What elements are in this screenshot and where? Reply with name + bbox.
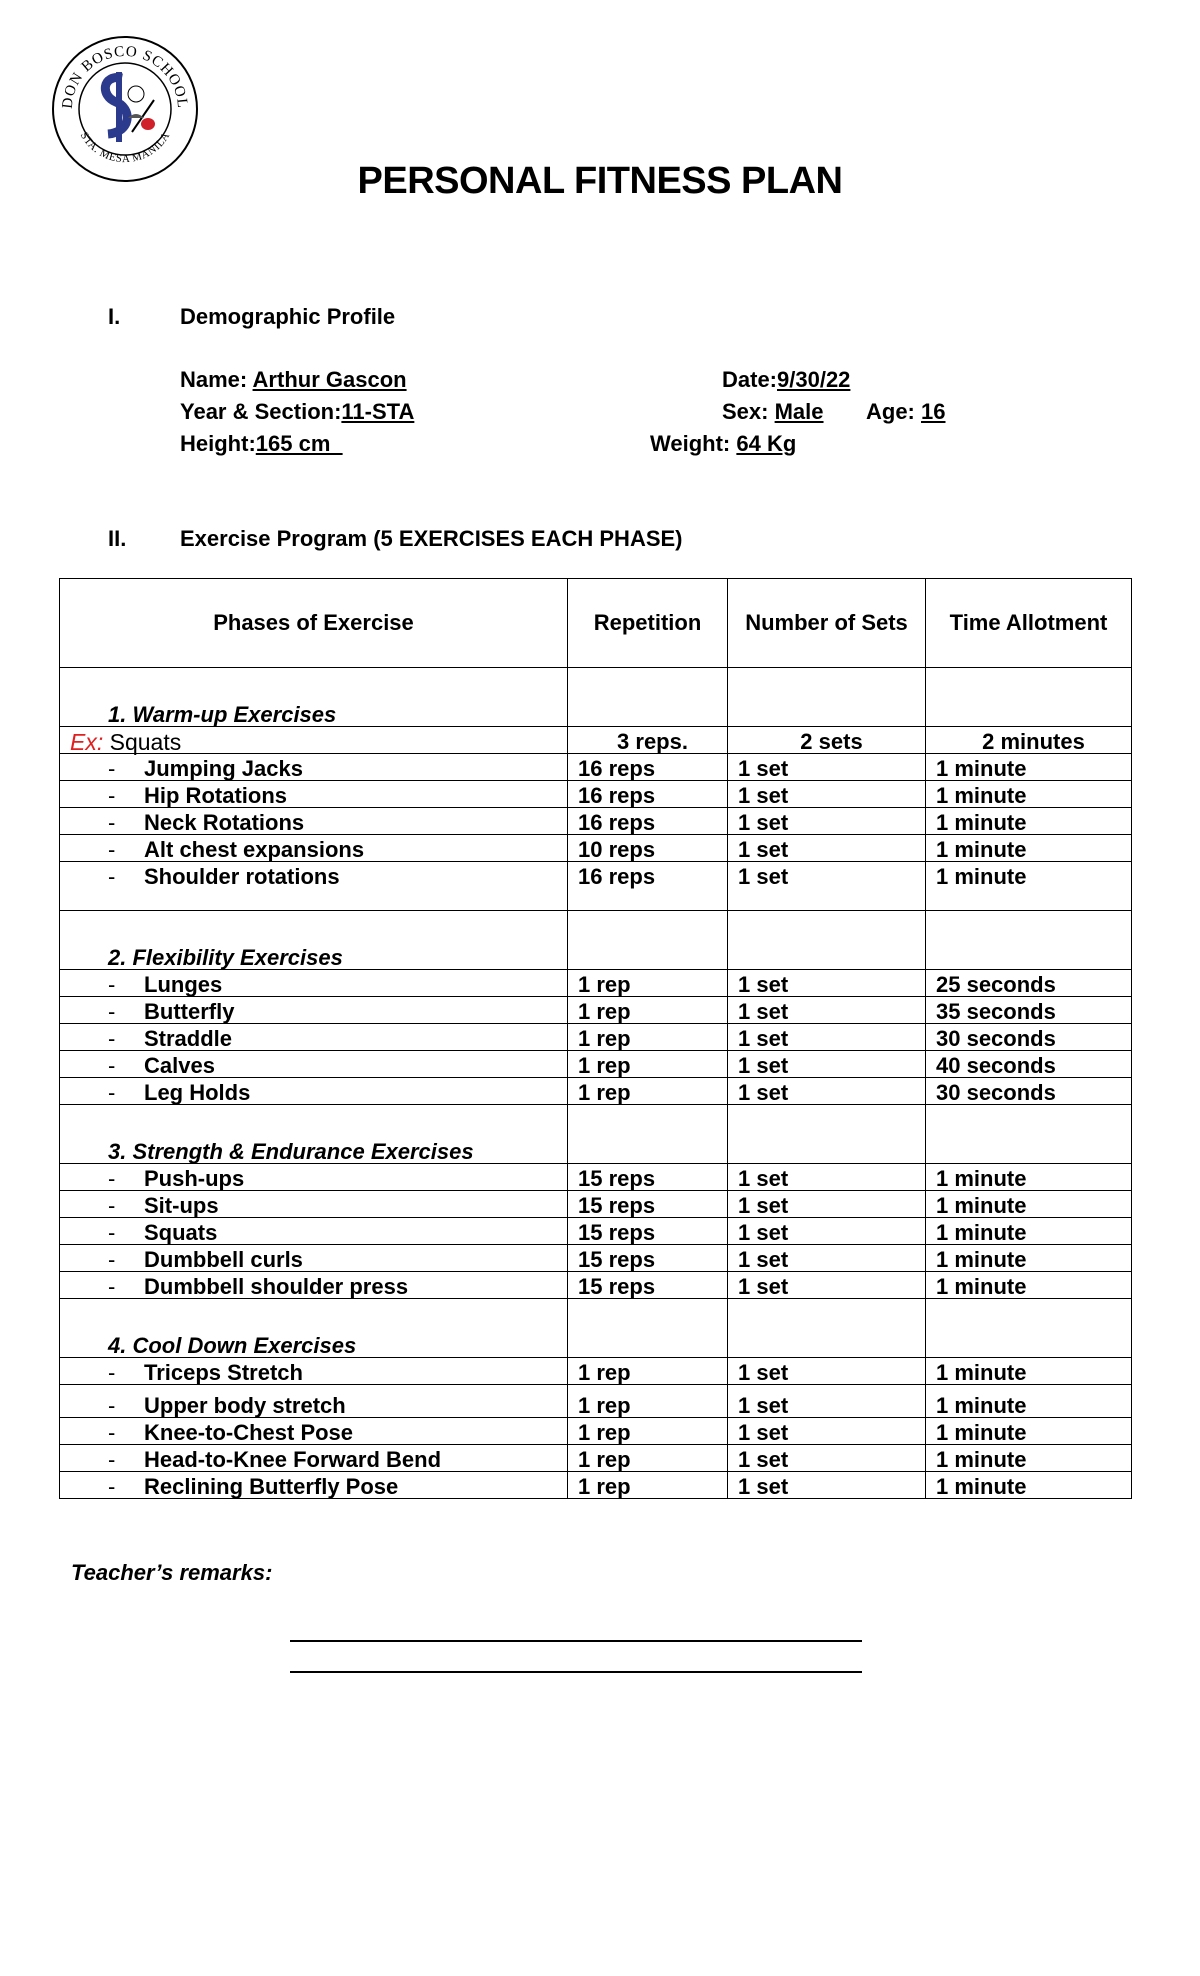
exercise-name: Head-to-Knee Forward Bend: [144, 1447, 442, 1472]
remarks-line-1[interactable]: [290, 1640, 862, 1642]
exercise-name: Jumping Jacks: [144, 756, 303, 781]
exercise-sets: 1 set: [728, 808, 926, 835]
section2-numeral: II.: [108, 526, 127, 551]
year-section-value: 11-STA: [341, 399, 415, 424]
table-row: - Butterfly 1 rep 1 set 35 seconds: [60, 997, 1132, 1024]
exercise-sets: 1 set: [728, 1418, 926, 1445]
exercise-name: Alt chest expansions: [144, 837, 365, 862]
age-value: 16: [921, 399, 946, 424]
date-value: 9/30/22: [777, 367, 851, 392]
exercise-reps: 15 reps: [568, 1272, 728, 1299]
exercise-time: 1 minute: [926, 835, 1132, 862]
exercise-sets: 1 set: [728, 1078, 926, 1105]
exercise-reps: 1 rep: [568, 1358, 728, 1385]
exercise-sets: 1 set: [728, 1445, 926, 1472]
exercise-name: Straddle: [144, 1026, 233, 1051]
exercise-sets: 1 set: [728, 862, 926, 911]
exercise-reps: 1 rep: [568, 1024, 728, 1051]
example-name: Squats: [109, 729, 182, 755]
table-row: - Squats 15 reps 1 set 1 minute: [60, 1218, 1132, 1245]
exercise-reps: 1 rep: [568, 1472, 728, 1499]
section1-numeral: I.: [108, 304, 121, 329]
sex-value: Male: [774, 399, 824, 424]
exercise-sets: 1 set: [728, 1245, 926, 1272]
table-row: - Leg Holds 1 rep 1 set 30 seconds: [60, 1078, 1132, 1105]
exercise-reps: 15 reps: [568, 1218, 728, 1245]
exercise-time: 1 minute: [926, 1385, 1132, 1418]
table-row: - Shoulder rotations 16 reps 1 set 1 minute: [60, 862, 1132, 911]
exercise-sets: 1 set: [728, 1472, 926, 1499]
phase-title: 2. Flexibility Exercises: [60, 911, 568, 970]
table-row: - Calves 1 rep 1 set 40 seconds: [60, 1051, 1132, 1078]
table-row: - Triceps Stretch 1 rep 1 set 1 minute: [60, 1358, 1132, 1385]
table-row: - Jumping Jacks 16 reps 1 set 1 minute: [60, 754, 1132, 781]
table-row: - Upper body stretch 1 rep 1 set 1 minute: [60, 1385, 1132, 1418]
phase-title: 1. Warm-up Exercises: [60, 668, 568, 727]
example-row: [60, 727, 1132, 754]
table-row: - Neck Rotations 16 reps 1 set 1 minute: [60, 808, 1132, 835]
height-field: Height:165 cm: [180, 431, 343, 456]
exercise-sets: 1 set: [728, 1218, 926, 1245]
teachers-remarks-label: Teacher’s remarks:: [71, 1560, 273, 1585]
exercise-reps: 16 reps: [568, 754, 728, 781]
svg-text:DON BOSCO SCHOOL: DON BOSCO SCHOOL: [59, 43, 191, 110]
example-cell: [60, 727, 568, 754]
exercise-time: 1 minute: [926, 1272, 1132, 1299]
table-row: - Dumbbell curls 15 reps 1 set 1 minute: [60, 1245, 1132, 1272]
phase-title: 3. Strength & Endurance Exercises: [60, 1105, 568, 1164]
exercise-name: Reclining Butterfly Pose: [144, 1474, 399, 1499]
exercise-sets: 1 set: [728, 1358, 926, 1385]
header-repetition: Repetition: [568, 579, 728, 668]
exercise-name: Squats: [144, 1220, 218, 1245]
table-row: - Alt chest expansions 10 reps 1 set 1 minute: [60, 835, 1132, 862]
height-value: 165 cm: [255, 431, 343, 456]
exercise-name: Triceps Stretch: [144, 1360, 303, 1385]
exercise-name: Hip Rotations: [144, 783, 287, 808]
table-row: - Knee-to-Chest Pose 1 rep 1 set 1 minute: [60, 1418, 1132, 1445]
table-row: - Hip Rotations 16 reps 1 set 1 minute: [60, 781, 1132, 808]
exercise-reps: 1 rep: [568, 1418, 728, 1445]
exercise-name: Sit-ups: [144, 1193, 219, 1218]
exercise-reps: 1 rep: [568, 970, 728, 997]
exercise-sets: 1 set: [728, 754, 926, 781]
exercise-time: 1 minute: [926, 781, 1132, 808]
remarks-line-2[interactable]: [290, 1671, 862, 1673]
section1-heading: Demographic Profile: [180, 304, 396, 329]
exercise-time: 30 seconds: [926, 1078, 1132, 1105]
example-reps: 3 reps.: [568, 727, 728, 754]
weight-value: 64 Kg: [736, 431, 797, 456]
phase-row: [60, 1105, 1132, 1164]
exercise-time: 1 minute: [926, 1191, 1132, 1218]
exercise-time: 1 minute: [926, 1418, 1132, 1445]
exercise-name: Neck Rotations: [144, 810, 305, 835]
exercise-reps: 1 rep: [568, 997, 728, 1024]
exercise-name: Dumbbell curls: [144, 1247, 303, 1272]
exercise-time: 1 minute: [926, 1164, 1132, 1191]
exercise-name: Butterfly: [144, 999, 235, 1024]
name-field: Name: Arthur Gascon: [180, 367, 407, 392]
exercise-sets: 1 set: [728, 835, 926, 862]
exercise-sets: 1 set: [728, 1051, 926, 1078]
table-row: - Sit-ups 15 reps 1 set 1 minute: [60, 1191, 1132, 1218]
exercise-name: Upper body stretch: [144, 1393, 346, 1418]
phase-row: [60, 668, 1132, 727]
exercise-name: Push-ups: [144, 1166, 245, 1191]
exercise-name: Dumbbell shoulder press: [144, 1274, 409, 1299]
exercise-time: 40 seconds: [926, 1051, 1132, 1078]
exercise-table: [59, 578, 1132, 1499]
age-field: Age: 16: [866, 399, 946, 424]
header-time: Time Allotment: [926, 579, 1132, 668]
exercise-sets: 1 set: [728, 970, 926, 997]
exercise-reps: 16 reps: [568, 781, 728, 808]
exercise-sets: 1 set: [728, 997, 926, 1024]
table-row: - Straddle 1 rep 1 set 30 seconds: [60, 1024, 1132, 1051]
exercise-reps: 15 reps: [568, 1164, 728, 1191]
exercise-time: 1 minute: [926, 1358, 1132, 1385]
exercise-sets: 1 set: [728, 1164, 926, 1191]
exercise-time: 1 minute: [926, 808, 1132, 835]
exercise-sets: 1 set: [728, 1385, 926, 1418]
exercise-time: 1 minute: [926, 1472, 1132, 1499]
sex-field: Sex: Male: [722, 399, 824, 424]
exercise-reps: 15 reps: [568, 1191, 728, 1218]
exercise-time: 1 minute: [926, 1245, 1132, 1272]
exercise-sets: 1 set: [728, 781, 926, 808]
phase-title: 4. Cool Down Exercises: [60, 1299, 568, 1358]
exercise-time: 1 minute: [926, 862, 1132, 911]
header-sets: Number of Sets: [728, 579, 926, 668]
phase-row: [60, 1299, 1132, 1358]
table-header-row: [60, 579, 1132, 668]
example-sets: 2 sets: [728, 727, 926, 754]
exercise-sets: 1 set: [728, 1024, 926, 1051]
weight-field: Weight: 64 Kg: [650, 431, 797, 456]
exercise-time: 1 minute: [926, 754, 1132, 781]
exercise-name: Lunges: [144, 972, 223, 997]
svg-text:STA. MESA MANILA: STA. MESA MANILA: [77, 129, 173, 166]
exercise-name: Shoulder rotations: [144, 864, 340, 889]
exercise-time: 25 seconds: [926, 970, 1132, 997]
exercise-name: Knee-to-Chest Pose: [144, 1420, 354, 1445]
exercise-name: Calves: [144, 1053, 215, 1078]
exercise-time: 1 minute: [926, 1218, 1132, 1245]
date-field: Date:9/30/22: [722, 367, 851, 392]
table-row: - Push-ups 15 reps 1 set 1 minute: [60, 1164, 1132, 1191]
phase-row: [60, 911, 1132, 970]
page-title: PERSONAL FITNESS PLAN: [357, 160, 843, 202]
exercise-reps: 1 rep: [568, 1051, 728, 1078]
example-time: 2 minutes: [926, 727, 1132, 754]
table-row: - Dumbbell shoulder press 15 reps 1 set 1 minute: [60, 1272, 1132, 1299]
exercise-reps: 1 rep: [568, 1078, 728, 1105]
table-row: - Lunges 1 rep 1 set 25 seconds: [60, 970, 1132, 997]
exercise-reps: 16 reps: [568, 808, 728, 835]
example-label: Ex:: [70, 729, 104, 755]
exercise-time: 1 minute: [926, 1445, 1132, 1472]
table-row: - Reclining Butterfly Pose 1 rep 1 set 1 minute: [60, 1472, 1132, 1499]
exercise-sets: 1 set: [728, 1191, 926, 1218]
exercise-reps: 1 rep: [568, 1445, 728, 1472]
exercise-reps: 16 reps: [568, 862, 728, 911]
year-section-field: Year & Section:11-STA: [180, 399, 415, 424]
exercise-name: Leg Holds: [144, 1080, 251, 1105]
exercise-time: 30 seconds: [926, 1024, 1132, 1051]
exercise-time: 35 seconds: [926, 997, 1132, 1024]
exercise-reps: 15 reps: [568, 1245, 728, 1272]
table-row: - Head-to-Knee Forward Bend 1 rep 1 set 1 minute: [60, 1445, 1132, 1472]
exercise-reps: 10 reps: [568, 835, 728, 862]
name-value: Arthur Gascon: [252, 367, 407, 392]
section2-heading: Exercise Program (5 EXERCISES EACH PHASE): [180, 526, 683, 551]
exercise-reps: 1 rep: [568, 1385, 728, 1418]
exercise-sets: 1 set: [728, 1272, 926, 1299]
header-phases: Phases of Exercise: [60, 579, 568, 668]
